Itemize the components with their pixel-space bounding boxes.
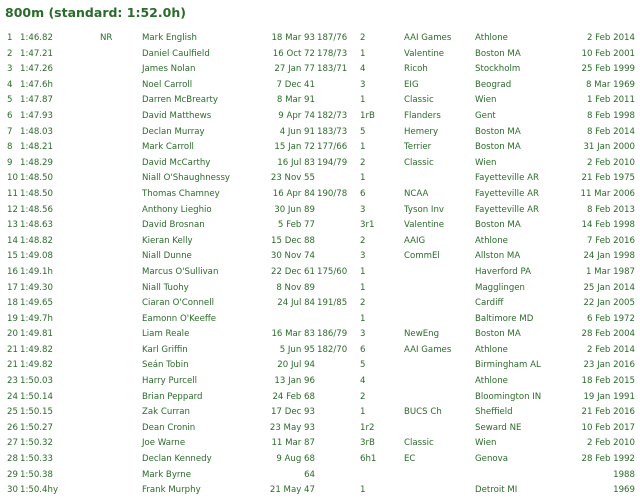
birth-date: 13 Jan 96 xyxy=(274,376,315,387)
venue-cell: Bloomington IN xyxy=(475,391,542,402)
athlete-name: Brian Peppard xyxy=(142,391,203,402)
venue-cell: Detroit MI xyxy=(475,485,518,496)
date-cell: 10 Feb 2001 xyxy=(581,48,635,59)
birth-date: 64 xyxy=(304,469,315,480)
venue-cell: Boston MA xyxy=(475,48,521,59)
birth-date: 4 Jun 91 xyxy=(279,126,315,137)
birth-date: 15 Dec 88 xyxy=(271,235,315,246)
date-cell: 2 Feb 2010 xyxy=(586,438,635,449)
venue-cell: Wien xyxy=(475,95,497,106)
date-cell: 31 Jan 2000 xyxy=(583,142,635,153)
venue-cell: Sheffield xyxy=(475,407,513,418)
date-cell: 1 Feb 2011 xyxy=(586,95,635,106)
athlete-name: Eamonn O'Keeffe xyxy=(142,313,217,324)
venue-cell: Athlone xyxy=(475,376,508,387)
table-row xyxy=(0,234,640,250)
place-cell: 3 xyxy=(360,329,366,340)
table-row xyxy=(0,171,640,187)
date-cell: 10 Feb 2017 xyxy=(581,422,635,433)
birth-date: 17 Dec 93 xyxy=(271,407,315,418)
table-row xyxy=(0,312,640,328)
mark-cell: 1:49.30 xyxy=(20,282,53,293)
rank-cell: 4 xyxy=(7,79,13,90)
place-cell: 2 xyxy=(360,298,366,309)
rank-cell: 12 xyxy=(7,204,18,215)
venue-cell: Haverford PA xyxy=(475,266,531,277)
place-cell: 1rB xyxy=(360,110,375,121)
athlete-name: Liam Reale xyxy=(142,329,190,340)
date-cell: 1988 xyxy=(613,469,635,480)
table-row xyxy=(0,249,640,265)
athlete-name: Zak Curran xyxy=(142,407,190,418)
birth-date: 16 Jul 83 xyxy=(277,157,315,168)
birth-date: 27 Jan 77 xyxy=(274,64,315,75)
athlete-name: Seán Tobin xyxy=(142,360,189,371)
rank-cell: 25 xyxy=(7,407,18,418)
rank-cell: 10 xyxy=(7,173,18,184)
mark-cell: 1:48.50 xyxy=(20,188,53,199)
birth-date: 9 Apr 74 xyxy=(278,110,315,121)
table-row xyxy=(0,109,640,125)
rank-cell: 28 xyxy=(7,454,18,465)
place-cell: 1 xyxy=(360,485,366,496)
athlete-name: Joe Warne xyxy=(142,438,186,449)
birth-date: 8 Nov 89 xyxy=(276,282,315,293)
place-cell: 6h1 xyxy=(360,454,377,465)
height-weight: 191/85 xyxy=(317,298,348,309)
meet-name: Ricoh xyxy=(404,64,428,75)
date-cell: 1969 xyxy=(613,485,635,496)
athlete-name: David Matthews xyxy=(142,110,212,121)
birth-date: 20 Jul 94 xyxy=(277,360,315,371)
birth-date: 8 Mar 91 xyxy=(276,95,315,106)
venue-cell: Stockholm xyxy=(475,64,521,75)
meet-name: AAI Games xyxy=(404,33,452,43)
venue-cell: Athlone xyxy=(475,344,508,355)
height-weight: 177/66 xyxy=(317,142,348,153)
place-cell: 3rB xyxy=(360,438,375,449)
athlete-name: Ciaran O'Connell xyxy=(142,298,214,309)
table-row xyxy=(0,483,640,499)
venue-cell: Boston MA xyxy=(475,126,521,137)
venue-cell: Boston MA xyxy=(475,329,521,340)
venue-cell: Seward NE xyxy=(475,422,522,433)
venue-cell: Fayetteville AR xyxy=(475,204,539,215)
height-weight: 182/73 xyxy=(317,110,348,121)
mark-cell: 1:50.14 xyxy=(20,391,53,402)
place-cell: 3 xyxy=(360,79,366,90)
birth-date: 23 Nov 55 xyxy=(270,173,315,184)
athlete-name: James Nolan xyxy=(142,64,196,75)
rank-cell: 24 xyxy=(7,391,18,402)
venue-cell: Boston MA xyxy=(475,142,521,153)
table-row xyxy=(0,265,640,281)
athlete-name: Niall Tuohy xyxy=(142,282,189,293)
date-cell: 28 Feb 2004 xyxy=(581,329,635,340)
mark-cell: 1:50.38 xyxy=(20,469,53,480)
meet-name: Classic xyxy=(404,157,434,168)
mark-cell: 1:49.82 xyxy=(20,360,53,371)
height-weight: 186/79 xyxy=(317,329,348,340)
height-weight: 175/60 xyxy=(317,266,348,277)
mark-cell: 1:50.32 xyxy=(20,438,53,449)
meet-name: Valentine xyxy=(404,220,445,231)
table-row xyxy=(0,156,640,172)
rank-cell: 15 xyxy=(7,251,18,262)
rank-cell: 23 xyxy=(7,376,18,387)
mark-cell: 1:49.81 xyxy=(20,329,53,340)
place-cell: 1 xyxy=(360,266,366,277)
mark-cell: 1:49.7h xyxy=(20,313,53,324)
mark-cell: 1:50.33 xyxy=(20,454,53,465)
table-row xyxy=(0,218,640,234)
mark-cell: 1:50.03 xyxy=(20,376,53,387)
place-cell: 1 xyxy=(360,313,366,324)
rank-cell: 14 xyxy=(7,235,18,246)
venue-cell: Cardiff xyxy=(475,298,504,309)
mark-cell: 1:48.29 xyxy=(20,157,53,168)
place-cell: 1 xyxy=(360,48,366,59)
mark-cell: 1:48.21 xyxy=(20,142,53,153)
athlete-name: Mark Carroll xyxy=(142,142,194,153)
rank-cell: 7 xyxy=(7,126,13,137)
height-weight: 187/76 xyxy=(317,33,348,43)
mark-cell: 1:50.4hy xyxy=(20,485,59,496)
meet-name: EC xyxy=(404,454,416,465)
place-cell: 4 xyxy=(360,64,366,75)
place-cell: 1 xyxy=(360,95,366,106)
place-cell: 3r1 xyxy=(360,220,375,231)
meet-name: Flanders xyxy=(404,110,441,121)
birth-date: 16 Apr 84 xyxy=(272,188,315,199)
date-cell: 2 Feb 2014 xyxy=(586,344,635,355)
table-row xyxy=(0,296,640,312)
place-cell: 5 xyxy=(360,360,366,371)
athlete-name: Thomas Chamney xyxy=(142,188,220,199)
height-weight: 182/70 xyxy=(317,344,348,355)
date-cell: 18 Feb 2015 xyxy=(581,376,635,387)
mark-cell: 1:49.1h xyxy=(20,266,53,277)
rank-cell: 5 xyxy=(7,95,13,106)
date-cell: 2 Feb 2010 xyxy=(586,157,635,168)
mark-cell: 1:48.63 xyxy=(20,220,53,231)
mark-cell: 1:49.65 xyxy=(20,298,53,309)
height-weight: 178/73 xyxy=(317,48,348,59)
height-weight: 194/79 xyxy=(317,157,348,168)
venue-cell: Allston MA xyxy=(475,251,521,262)
date-cell: 21 Feb 2016 xyxy=(581,407,635,418)
birth-date: 30 Nov 74 xyxy=(270,251,315,262)
table-row xyxy=(0,281,640,297)
meet-name: Hemery xyxy=(404,126,439,137)
height-weight: 183/73 xyxy=(317,126,348,137)
table-row xyxy=(0,187,640,203)
place-cell: 2 xyxy=(360,33,366,43)
place-cell: 2 xyxy=(360,157,366,168)
place-cell: 3 xyxy=(360,251,366,262)
rank-cell: 1 xyxy=(7,33,13,43)
date-cell: 19 Jan 1991 xyxy=(583,391,635,402)
birth-date: 30 Jun 89 xyxy=(274,204,315,215)
place-cell: 2 xyxy=(360,391,366,402)
venue-cell: Fayetteville AR xyxy=(475,188,539,199)
note-cell: NR xyxy=(100,33,113,43)
meet-name: Tyson Inv xyxy=(404,204,444,215)
athlete-name: Noel Carroll xyxy=(142,79,193,90)
rank-cell: 17 xyxy=(7,282,18,293)
table-row xyxy=(0,93,640,109)
athlete-name: Harry Purcell xyxy=(142,376,198,387)
date-cell: 14 Feb 1998 xyxy=(581,220,635,231)
mark-cell: 1:49.08 xyxy=(20,251,53,262)
date-cell: 25 Feb 1999 xyxy=(581,64,635,75)
meet-name: AAIG xyxy=(404,235,426,246)
athlete-name: David McCarthy xyxy=(142,157,211,168)
date-cell: 24 Jan 1998 xyxy=(583,251,635,262)
rank-cell: 29 xyxy=(7,469,18,480)
mark-cell: 1:48.82 xyxy=(20,235,53,246)
athlete-name: Kieran Kelly xyxy=(142,235,193,246)
table-row xyxy=(0,421,640,437)
rank-cell: 21 xyxy=(7,360,18,371)
meet-name: EIG xyxy=(404,79,419,90)
birth-date: 23 May 93 xyxy=(269,422,315,433)
rank-cell: 2 xyxy=(7,48,13,59)
athlete-name: Dean Cronin xyxy=(142,422,196,433)
birth-date: 22 Dec 61 xyxy=(271,266,315,277)
rank-cell: 9 xyxy=(7,157,13,168)
date-cell: 8 Mar 1969 xyxy=(585,79,635,90)
date-cell: 2 Feb 2014 xyxy=(586,33,635,43)
place-cell: 1 xyxy=(360,407,366,418)
table-row xyxy=(0,452,640,468)
meet-name: Terrier xyxy=(404,142,432,153)
venue-cell: Wien xyxy=(475,438,497,449)
place-cell: 1 xyxy=(360,142,366,153)
athlete-name: David Brosnan xyxy=(142,220,205,231)
place-cell: 6 xyxy=(360,344,366,355)
athlete-name: Niall Dunne xyxy=(142,251,192,262)
rank-cell: 8 xyxy=(7,142,13,153)
meet-name: Classic xyxy=(404,95,434,106)
venue-cell: Gent xyxy=(475,110,496,121)
rank-cell: 27 xyxy=(7,438,18,449)
place-cell: 5 xyxy=(360,126,366,137)
meet-name: AAI Games xyxy=(404,344,452,355)
mark-cell: 1:47.6h xyxy=(20,79,53,90)
venue-cell: Birmingham AL xyxy=(475,360,541,371)
birth-date: 11 Mar 87 xyxy=(271,438,315,449)
mark-cell: 1:49.82 xyxy=(20,344,53,355)
place-cell: 1 xyxy=(360,282,366,293)
table-row xyxy=(0,374,640,390)
place-cell: 3 xyxy=(360,204,366,215)
mark-cell: 1:47.93 xyxy=(20,110,53,121)
height-weight: 190/78 xyxy=(317,188,348,199)
rank-cell: 16 xyxy=(7,266,18,277)
athlete-name: Declan Kennedy xyxy=(142,454,212,465)
date-cell: 1 Mar 1987 xyxy=(585,266,635,277)
venue-cell: Athlone xyxy=(475,33,508,43)
athlete-name: Mark Byrne xyxy=(142,469,192,480)
place-cell: 4 xyxy=(360,376,366,387)
table-row xyxy=(0,62,640,78)
table-row xyxy=(0,125,640,141)
place-cell: 1r2 xyxy=(360,422,375,433)
meet-name: NCAA xyxy=(404,188,429,199)
birth-date: 24 Jul 84 xyxy=(277,298,315,309)
date-cell: 6 Feb 1972 xyxy=(586,313,635,324)
date-cell: 25 Jan 2014 xyxy=(583,282,635,293)
mark-cell: 1:50.27 xyxy=(20,422,53,433)
athlete-name: Mark English xyxy=(142,33,197,43)
venue-cell: Wien xyxy=(475,157,497,168)
venue-cell: Genova xyxy=(475,454,509,465)
venue-cell: Magglingen xyxy=(475,282,526,293)
birth-date: 15 Jan 72 xyxy=(274,142,315,153)
mark-cell: 1:47.26 xyxy=(20,64,53,75)
athlete-name: Declan Murray xyxy=(142,126,205,137)
athlete-name: Marcus O'Sullivan xyxy=(142,266,219,277)
meet-name: CommEl xyxy=(404,251,440,262)
birth-date: 16 Mar 83 xyxy=(271,329,315,340)
rank-cell: 6 xyxy=(7,110,13,121)
rank-cell: 18 xyxy=(7,298,18,309)
rank-cell: 11 xyxy=(7,188,18,199)
venue-cell: Athlone xyxy=(475,235,508,246)
date-cell: 7 Feb 2016 xyxy=(586,235,635,246)
meet-name: NewEng xyxy=(404,329,440,340)
rank-cell: 30 xyxy=(7,485,18,496)
athlete-name: Niall O'Shaughnessy xyxy=(142,173,231,184)
athlete-name: Frank Murphy xyxy=(142,485,201,496)
meet-name: BUCS Ch xyxy=(404,407,442,418)
date-cell: 8 Feb 2013 xyxy=(586,204,635,215)
rank-cell: 26 xyxy=(7,422,18,433)
mark-cell: 1:46.82 xyxy=(20,33,53,43)
page-title: 800m (standard: 1:52.0h) xyxy=(5,5,186,20)
place-cell: 6 xyxy=(360,188,366,199)
athlete-name: Anthony Lieghio xyxy=(142,204,212,215)
birth-date: 5 Feb 77 xyxy=(277,220,315,231)
mark-cell: 1:50.15 xyxy=(20,407,53,418)
table-row xyxy=(0,390,640,406)
birth-date: 5 Jun 95 xyxy=(279,344,315,355)
table-row xyxy=(0,468,640,484)
venue-cell: Boston MA xyxy=(475,220,521,231)
rank-cell: 3 xyxy=(7,64,13,75)
mark-cell: 1:48.50 xyxy=(20,173,53,184)
date-cell: 28 Feb 1992 xyxy=(581,454,635,465)
date-cell: 21 Feb 1975 xyxy=(581,173,635,184)
table-row xyxy=(0,358,640,374)
athlete-name: Darren McBrearty xyxy=(142,95,218,106)
venue-cell: Baltimore MD xyxy=(475,313,534,324)
date-cell: 11 Mar 2006 xyxy=(580,188,635,199)
table-row xyxy=(0,343,640,359)
birth-date: 21 May 47 xyxy=(269,485,315,496)
table-row xyxy=(0,47,640,63)
venue-cell: Fayetteville AR xyxy=(475,173,539,184)
place-cell: 2 xyxy=(360,235,366,246)
mark-cell: 1:48.03 xyxy=(20,126,53,137)
table-row xyxy=(0,327,640,343)
height-weight: 183/71 xyxy=(317,64,348,75)
mark-cell: 1:47.87 xyxy=(20,95,53,106)
table-row xyxy=(0,78,640,94)
date-cell: 23 Jan 2016 xyxy=(583,360,635,371)
athlete-name: Daniel Caulfield xyxy=(142,48,210,59)
rank-cell: 13 xyxy=(7,220,18,231)
rank-cell: 19 xyxy=(7,313,18,324)
date-cell: 8 Feb 2014 xyxy=(586,126,635,137)
date-cell: 22 Jan 2005 xyxy=(583,298,635,309)
table-row xyxy=(0,31,640,47)
birth-date: 9 Aug 68 xyxy=(276,454,315,465)
birth-date: 24 Feb 68 xyxy=(272,391,315,402)
birth-date: 7 Dec 41 xyxy=(276,79,315,90)
meet-name: Classic xyxy=(404,438,434,449)
table-row xyxy=(0,203,640,219)
mark-cell: 1:47.21 xyxy=(20,48,53,59)
table-row xyxy=(0,436,640,452)
table-row xyxy=(0,140,640,156)
mark-cell: 1:48.56 xyxy=(20,204,53,215)
date-cell: 8 Feb 1998 xyxy=(586,110,635,121)
birth-date: 18 Mar 93 xyxy=(271,33,315,43)
place-cell: 1 xyxy=(360,173,366,184)
table-row xyxy=(0,405,640,421)
rank-cell: 20 xyxy=(7,329,18,340)
rankings-table xyxy=(0,31,640,499)
venue-cell: Beograd xyxy=(475,79,512,90)
rank-cell: 21 xyxy=(7,344,18,355)
meet-name: Valentine xyxy=(404,48,445,59)
birth-date: 16 Oct 72 xyxy=(272,48,315,59)
athlete-name: Karl Griffin xyxy=(142,344,188,355)
